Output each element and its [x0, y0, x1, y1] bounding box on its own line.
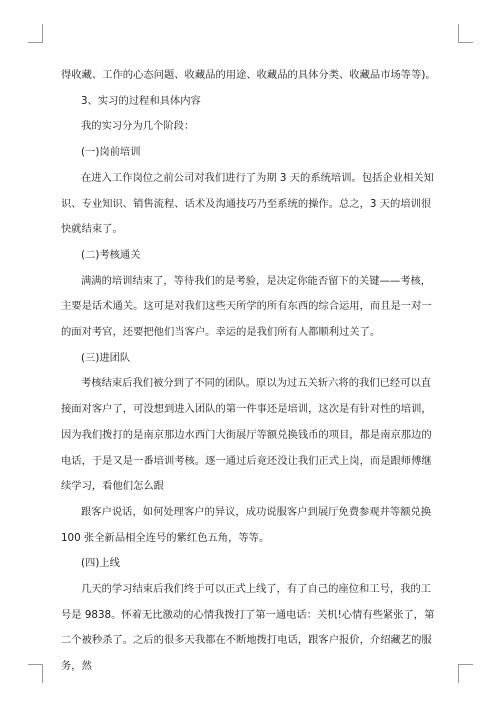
paragraph-team-continued: 跟客户说话，如何处理客户的异议，成功说服客户到展厅免费参观并等额兑换 100 张全新品相全连号的紫红色五角，等等。 [61, 505, 432, 544]
document-body [61, 63, 441, 680]
crop-mark-top-right [458, 24, 473, 43]
paragraph-training: 在进入工作岗位之前公司对我们进行了为期 3 天的系统培训。包括企业相关知识、专业知识、销售流程、话术及沟通技巧乃至系统的操作。总之，3 天的培训很快就结束了。 [61, 171, 434, 236]
stage-heading-3: (三)进团队 [81, 351, 131, 364]
crop-mark-bottom-left [28, 664, 43, 683]
stage-heading-2: (二)考核通关 [81, 248, 141, 261]
stage-heading-4: (四)上线 [81, 557, 120, 570]
crop-mark-bottom-right [458, 664, 473, 683]
crop-mark-top-left [28, 24, 43, 43]
paragraph-continuation: 得收藏、工作的心态问题、收藏品的用途、收藏品的具体分类、收藏品市场等等)。 [61, 69, 436, 81]
paragraph-online: 几天的学习结束后我们终于可以正式上线了，有了自己的座位和工号，我的工号是 9838。怀着无比激动的心情我拨打了第一通电话：关机!心情有些紧张了，第二个被秒杀了。之后的很多天我都在不断地拨打电话，跟客户报价，介绍藏艺的服务，然 [61, 583, 435, 673]
paragraph-assessment: 满满的培训结束了，等待我们的是考验，是决定你能否留下的关键——考核，主要是话术通关。这可是对我们这些天所学的所有东西的综合运用，而且是一对一的面对考官，还要把他们当客户。幸运的是我们所有人都顺利过关了。 [61, 274, 432, 339]
intro-line: 我的实习分为几个阶段： [81, 120, 195, 133]
stage-heading-1: (一)岗前培训 [81, 146, 141, 159]
section-heading: 3、实习的过程和具体内容 [81, 94, 201, 107]
paragraph-team: 考核结束后我们被分到了不同的团队。原以为过五关斩六将的我们已经可以直接面对客户了，可没想到进入团队的第一件事还是培训，这次是有针对性的培训，因为我们拨打的是南京那边水西门大街展厅等额兑换钱币的项目，都是南京那边的电话，于是又是一番培训考核。逐一通过后竟还没让我们正式上岗，而是跟师傅继续学习，看他们怎么跟 [61, 377, 432, 493]
